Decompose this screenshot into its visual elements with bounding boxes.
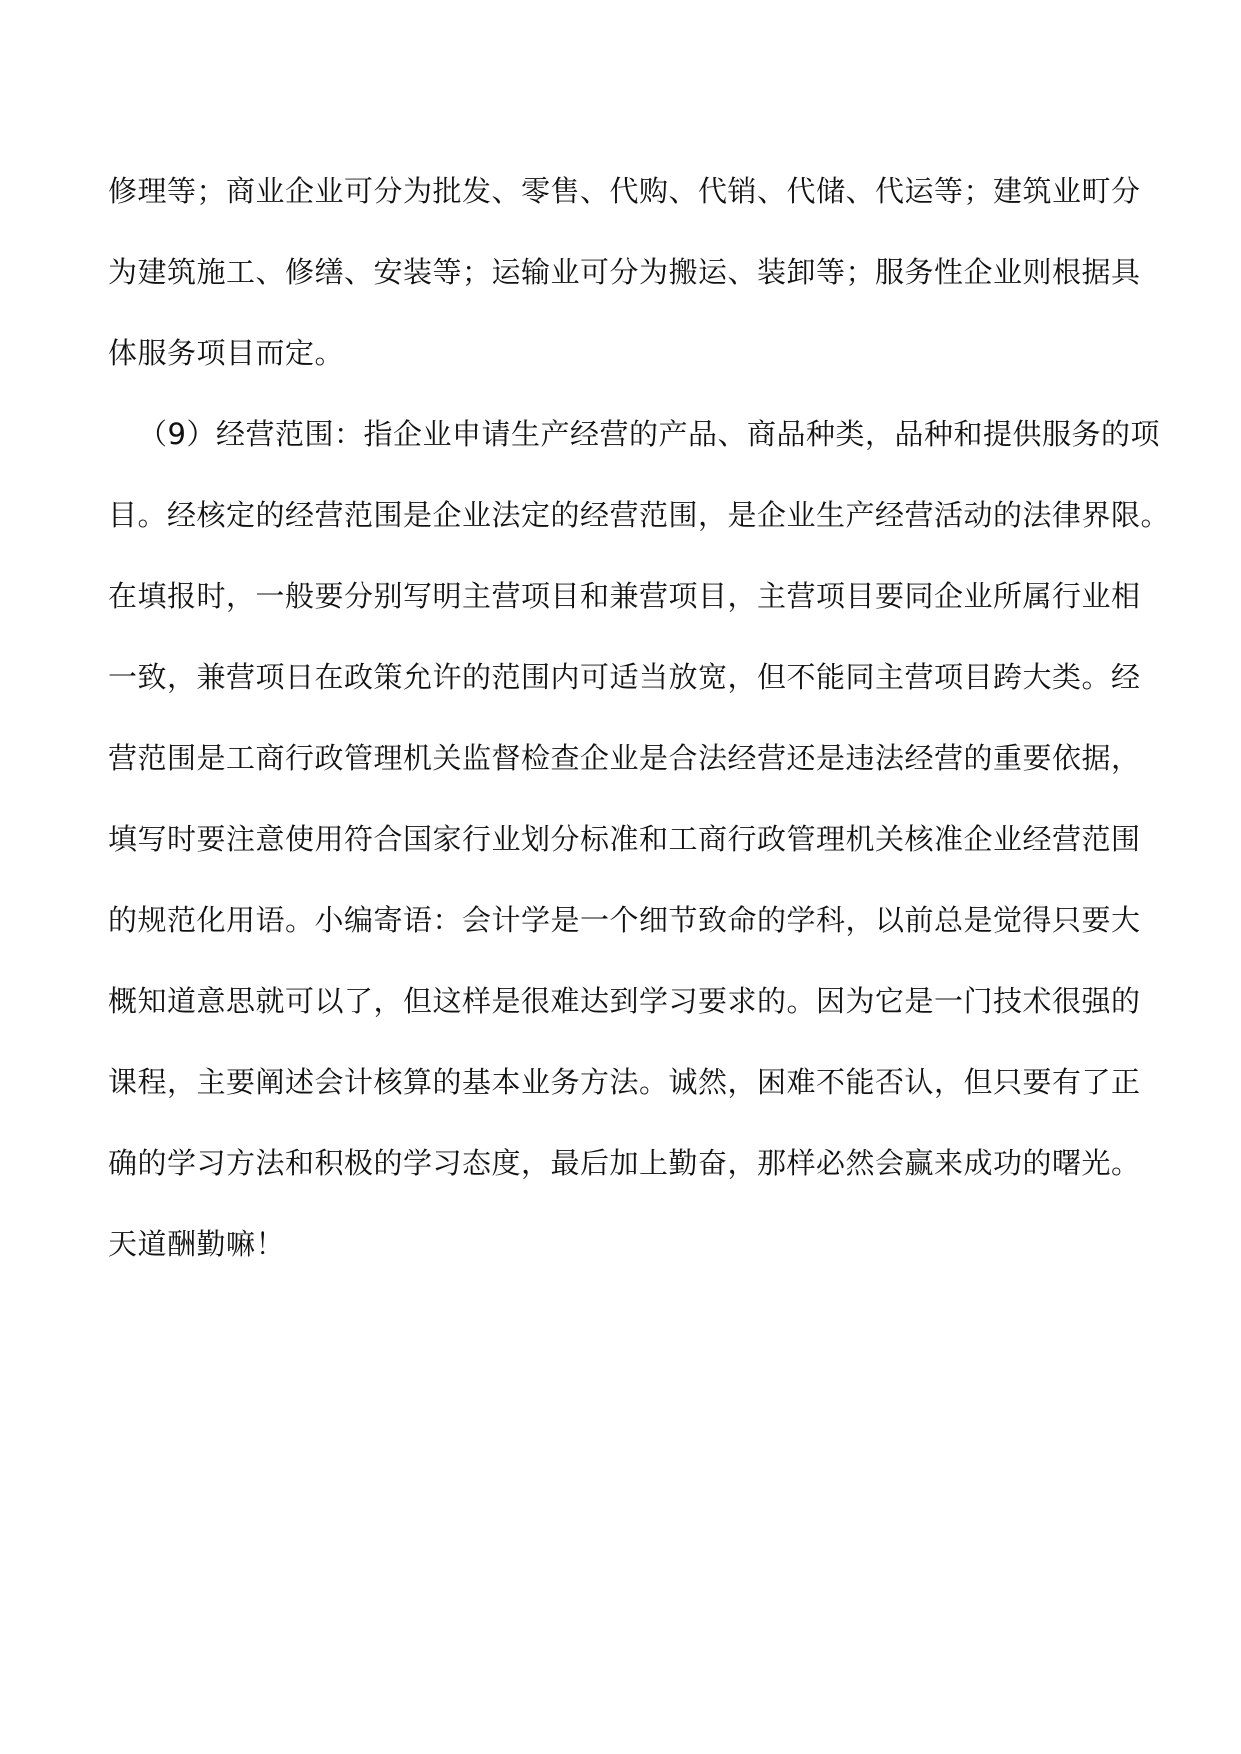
text-line: 营范围是工商行政管理机关监督检查企业是合法经营还是违法经营的重要依据， [108, 741, 1141, 775]
text-line: 概知道意思就可以了，但这样是很难达到学习要求的。因为它是一门技术很强的 [108, 984, 1141, 1018]
text-line: 在填报时，一般要分别写明主营项目和兼营项目，主营项目要同企业所属行业相 [108, 579, 1141, 613]
text-line: 体服务项目而定。 [108, 336, 345, 370]
text-line: 目。经核定的经营范围是企业法定的经营范围，是企业生产经营活动的法律界限。 [108, 498, 1171, 532]
text-line: 确的学习方法和积极的学习态度，最后加上勤奋，那样必然会赢来成功的曙光。 [108, 1146, 1141, 1180]
text-line: 一致，兼营项日在政策允许的范围内可适当放宽，但不能同主营项目跨大类。经 [108, 660, 1141, 694]
text-line: 修理等；商业企业可分为批发、零售、代购、代销、代储、代运等；建筑业町分 [108, 174, 1141, 208]
paragraph-2 [108, 403, 1171, 1294]
paragraph-1 [108, 160, 1141, 403]
text-line: （9）经营范围：指企业申请生产经营的产品、商品种类，品种和提供服务的项 [138, 417, 1160, 451]
text-line: 为建筑施工、修缮、安装等；运输业可分为搬运、装卸等；服务性企业则根据具 [108, 255, 1141, 289]
text-line: 天道酬勤嘛！ [108, 1227, 286, 1261]
text-line: 填写时要注意使用符合国家行业划分标准和工商行政管理机关核准企业经营范围 [108, 822, 1141, 856]
text-line: 课程，主要阐述会计核算的基本业务方法。诚然，困难不能否认，但只要有了正 [108, 1065, 1141, 1099]
text-line: 的规范化用语。小编寄语：会计学是一个细节致命的学科，以前总是觉得只要大 [108, 903, 1141, 937]
document-page [108, 160, 1171, 1294]
